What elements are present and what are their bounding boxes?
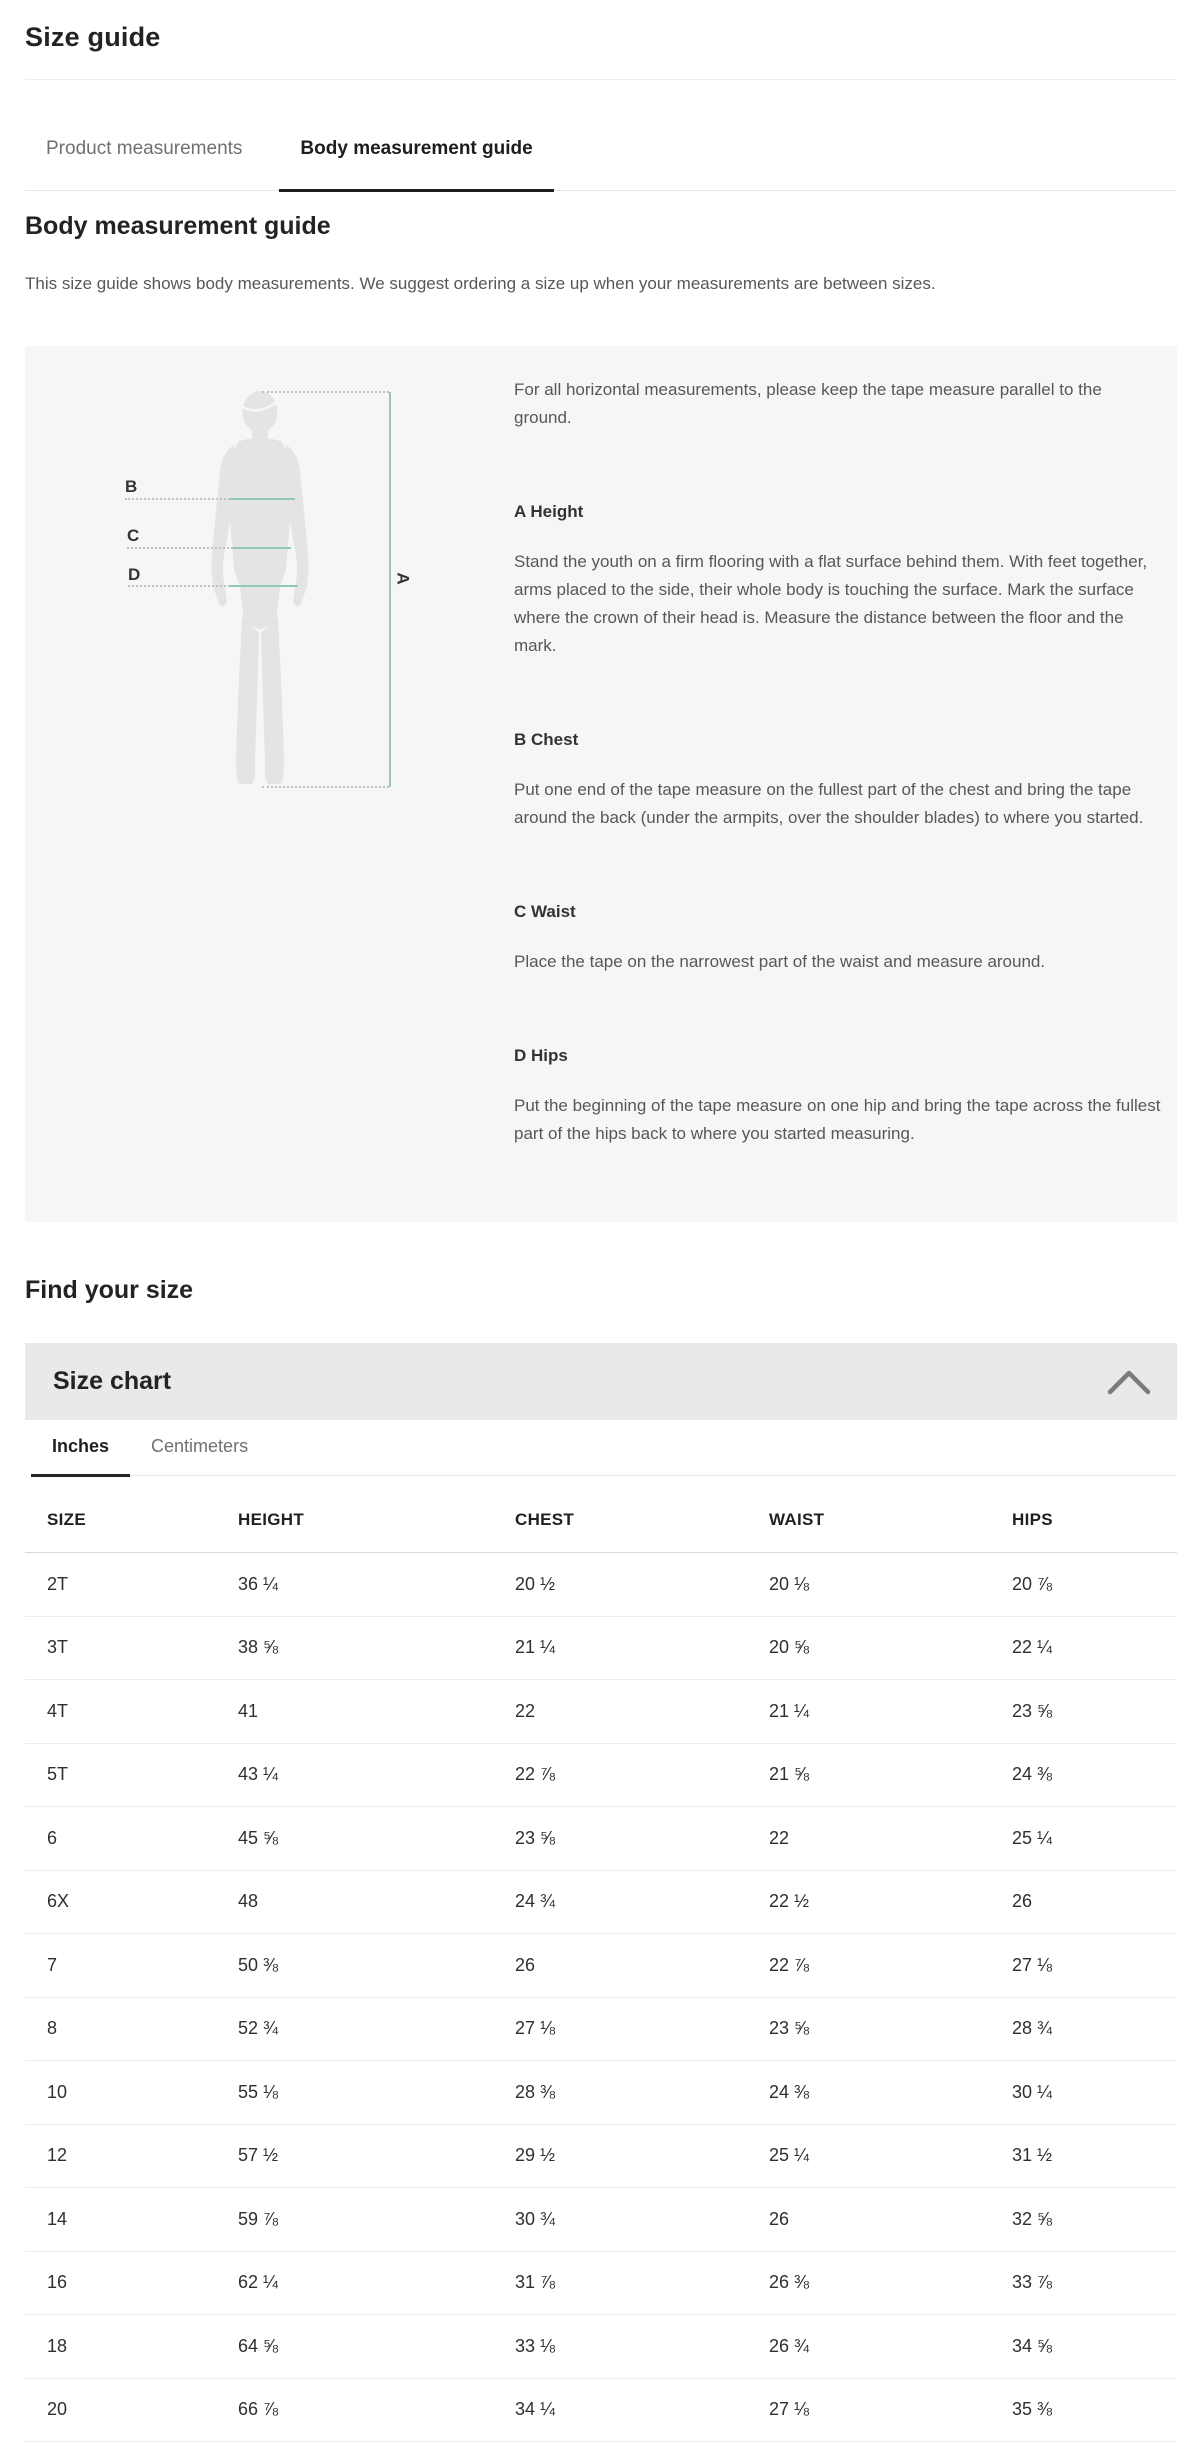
measurement-cell: 24 ⅜ <box>769 2082 1012 2103</box>
column-header-size: SIZE <box>47 1476 238 1552</box>
measurement-cell: 34 ⅝ <box>1012 2336 1177 2357</box>
measurement-cell: 21 ⅝ <box>769 1764 1012 1785</box>
size-table-body <box>25 1553 1177 2442</box>
measurement-diagram-panel <box>25 346 1177 1222</box>
measurement-cell: 26 ⅜ <box>769 2272 1012 2293</box>
measurement-cell: 27 ⅛ <box>515 2018 769 2039</box>
measurement-cell: 66 ⅞ <box>238 2399 515 2420</box>
size-cell: 16 <box>47 2272 238 2293</box>
measurement-cell: 28 ¾ <box>1012 2018 1177 2039</box>
size-chart-title: Size chart <box>53 1367 171 1396</box>
instruction-text: Stand the youth on a firm flooring with a flat surface behind them. With feet together, arms placed to the side, their whole body is touching the surface. Mark the surface where the crown of their head is. Measure the distance between the floor and the mark. <box>514 548 1164 660</box>
measurement-instructions <box>514 376 1164 1148</box>
measurement-cell: 20 ⅛ <box>769 1574 1012 1595</box>
measurement-cell: 23 ⅝ <box>769 2018 1012 2039</box>
measurement-cell: 30 ¾ <box>515 2209 769 2230</box>
measurement-cell: 33 ⅛ <box>515 2336 769 2357</box>
body-guide-heading: Body measurement guide <box>25 191 1177 241</box>
size-cell: 8 <box>47 2018 238 2039</box>
measurement-cell: 26 <box>515 1955 769 1976</box>
measurement-cell: 21 ¼ <box>769 1701 1012 1722</box>
table-row <box>25 1744 1177 1808</box>
table-row <box>25 2125 1177 2189</box>
table-row <box>25 1553 1177 1617</box>
measurement-cell: 26 <box>1012 1891 1177 1912</box>
measurement-cell: 22 ½ <box>769 1891 1012 1912</box>
measurement-cell: 33 ⅞ <box>1012 2272 1177 2293</box>
instruction-text: Put the beginning of the tape measure on one hip and bring the tape across the fullest part of the hips back to where you started measuring. <box>514 1092 1164 1148</box>
label-d: D <box>128 566 140 583</box>
measurement-cell: 25 ¼ <box>1012 1828 1177 1849</box>
measurement-cell: 25 ¼ <box>769 2145 1012 2166</box>
measurement-cell: 52 ¾ <box>238 2018 515 2039</box>
hips-dotted-line <box>128 585 230 587</box>
table-row <box>25 2061 1177 2125</box>
size-cell: 3T <box>47 1637 238 1658</box>
measurement-cell: 43 ¼ <box>238 1764 515 1785</box>
table-header-row <box>25 1476 1177 1553</box>
size-chart-accordion-header[interactable] <box>25 1343 1177 1420</box>
body-guide-description: This size guide shows body measurements. We suggest ordering a size up when your measurements are between sizes. <box>25 241 1177 297</box>
instruction-text: Place the tape on the narrowest part of the waist and measure around. <box>514 948 1164 976</box>
unit-tabs <box>31 1420 1177 1476</box>
size-cell: 7 <box>47 1955 238 1976</box>
measurement-cell: 26 <box>769 2209 1012 2230</box>
column-header-hips: HIPS <box>1012 1476 1177 1552</box>
measurement-cell: 22 <box>515 1701 769 1722</box>
tab-inches[interactable]: Inches <box>31 1420 130 1475</box>
instruction-text: Put one end of the tape measure on the fullest part of the chest and bring the tape around the back (under the armpits, over the shoulder blades) to where you started. <box>514 776 1164 832</box>
measurement-cell: 21 ¼ <box>515 1637 769 1658</box>
height-measure-line <box>389 392 391 787</box>
measurement-cell: 64 ⅝ <box>238 2336 515 2357</box>
column-header-chest: CHEST <box>515 1476 769 1552</box>
measurement-cell: 24 ⅜ <box>1012 1764 1177 1785</box>
measurement-cell: 45 ⅝ <box>238 1828 515 1849</box>
table-row <box>25 1680 1177 1744</box>
measurement-cell: 20 ⅞ <box>1012 1574 1177 1595</box>
height-top-dotted-line <box>262 391 389 393</box>
height-bottom-dotted-line <box>262 786 389 788</box>
table-row <box>25 1998 1177 2062</box>
instruction-title: C Waist <box>514 902 1164 922</box>
measurement-cell: 35 ⅜ <box>1012 2399 1177 2420</box>
table-row <box>25 2315 1177 2379</box>
table-row <box>25 2188 1177 2252</box>
measurement-cell: 27 ⅛ <box>1012 1955 1177 1976</box>
measurement-cell: 57 ½ <box>238 2145 515 2166</box>
measurement-cell: 59 ⅞ <box>238 2209 515 2230</box>
table-row <box>25 1617 1177 1681</box>
measurement-cell: 62 ¼ <box>238 2272 515 2293</box>
waist-line <box>127 547 291 549</box>
measurement-cell: 27 ⅛ <box>769 2399 1012 2420</box>
chevron-up-icon[interactable] <box>1107 1368 1151 1396</box>
measurement-cell: 20 ⅝ <box>769 1637 1012 1658</box>
instruction-title: D Hips <box>514 1046 1164 1066</box>
size-cell: 2T <box>47 1574 238 1595</box>
chest-line <box>125 498 295 500</box>
waist-measure-line <box>233 547 291 549</box>
hips-line <box>128 585 298 587</box>
hips-measure-line <box>230 585 298 587</box>
size-chart-table <box>25 1476 1177 2442</box>
measurement-cell: 31 ⅞ <box>515 2272 769 2293</box>
measurement-cell: 26 ¾ <box>769 2336 1012 2357</box>
instruction-title: A Height <box>514 502 1164 522</box>
measurement-cell: 36 ¼ <box>238 1574 515 1595</box>
instruction-title: B Chest <box>514 730 1164 750</box>
tab-centimeters[interactable]: Centimeters <box>130 1420 269 1475</box>
instruction-section <box>514 502 1164 660</box>
body-silhouette-image <box>205 390 315 788</box>
guide-tabs <box>25 80 1177 191</box>
size-cell: 4T <box>47 1701 238 1722</box>
size-cell: 20 <box>47 2399 238 2420</box>
instruction-section <box>514 730 1164 832</box>
measurement-cell: 23 ⅝ <box>515 1828 769 1849</box>
size-cell: 18 <box>47 2336 238 2357</box>
column-header-height: HEIGHT <box>238 1476 515 1552</box>
measurement-cell: 30 ¼ <box>1012 2082 1177 2103</box>
measurement-cell: 50 ⅜ <box>238 1955 515 1976</box>
page-title: Size guide <box>25 0 1177 54</box>
tab-product-measurements[interactable]: Product measurements <box>25 138 263 190</box>
measurement-cell: 22 ⅞ <box>515 1764 769 1785</box>
size-cell: 12 <box>47 2145 238 2166</box>
chest-measure-line <box>230 498 295 500</box>
column-header-waist: WAIST <box>769 1476 1012 1552</box>
instruction-section <box>514 902 1164 976</box>
size-cell: 6X <box>47 1891 238 1912</box>
size-cell: 6 <box>47 1828 238 1849</box>
table-row <box>25 1807 1177 1871</box>
label-c: C <box>127 527 139 544</box>
measurement-cell: 55 ⅛ <box>238 2082 515 2103</box>
table-row <box>25 2252 1177 2316</box>
find-your-size-heading: Find your size <box>25 1222 1177 1305</box>
size-cell: 10 <box>47 2082 238 2103</box>
table-row <box>25 2379 1177 2442</box>
measurement-cell: 22 ⅞ <box>769 1955 1012 1976</box>
label-a: A <box>395 572 412 584</box>
table-row <box>25 1934 1177 1998</box>
measurement-cell: 41 <box>238 1701 515 1722</box>
measurement-cell: 23 ⅝ <box>1012 1701 1177 1722</box>
measurement-cell: 34 ¼ <box>515 2399 769 2420</box>
measurement-cell: 29 ½ <box>515 2145 769 2166</box>
instructions-intro: For all horizontal measurements, please keep the tape measure parallel to the ground. <box>514 376 1164 432</box>
instruction-section <box>514 1046 1164 1148</box>
measurement-cell: 28 ⅜ <box>515 2082 769 2103</box>
instruction-sections <box>514 502 1164 1148</box>
size-cell: 14 <box>47 2209 238 2230</box>
size-cell: 5T <box>47 1764 238 1785</box>
chest-dotted-line <box>125 498 230 500</box>
waist-dotted-line <box>127 547 233 549</box>
measurement-cell: 22 <box>769 1828 1012 1849</box>
table-row <box>25 1871 1177 1935</box>
measurement-cell: 22 ¼ <box>1012 1637 1177 1658</box>
label-b: B <box>125 478 137 495</box>
measurement-cell: 48 <box>238 1891 515 1912</box>
measurement-cell: 32 ⅝ <box>1012 2209 1177 2230</box>
measurement-cell: 38 ⅝ <box>238 1637 515 1658</box>
tab-body-measurement-guide[interactable]: Body measurement guide <box>279 138 553 190</box>
measurement-cell: 31 ½ <box>1012 2145 1177 2166</box>
measurement-cell: 24 ¾ <box>515 1891 769 1912</box>
measurement-cell: 20 ½ <box>515 1574 769 1595</box>
